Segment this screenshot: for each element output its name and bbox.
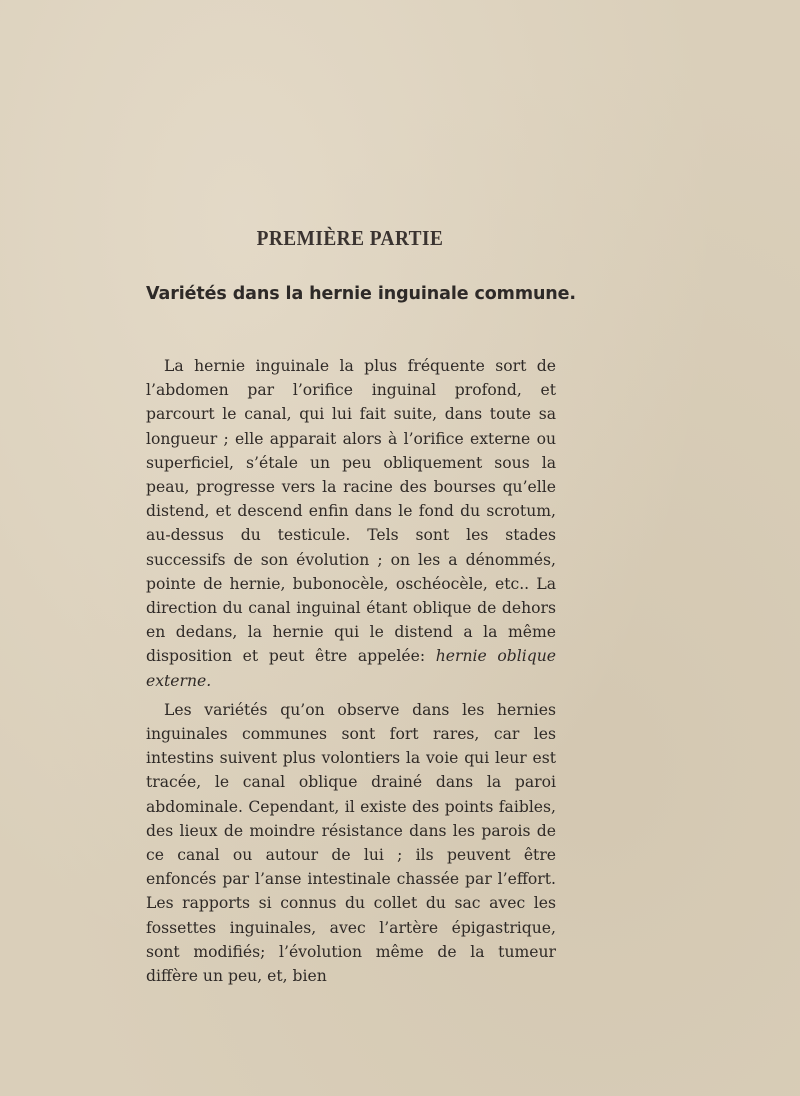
paragraph-1-emphasis: hernie oblique externe.: [146, 647, 557, 690]
section-title: Variétés dans la hernie inguinale commune.: [146, 284, 576, 304]
body-text: [146, 354, 556, 988]
paragraph-1-text: La hernie inguinale la plus fréquente sort de l’abdomen par l’orifice inguinal profond, et parcourt le canal, qui lui fait suite, dans toute sa longueur ; elle apparait alors à l’orifice externe ou superficiel, s’étale un peu obliquement sous la peau, progresse vers la racine des bourses qu’elle distend, et descend enfin dans le fond du scrotum, au-dessus du testicule. Tels sont les stades successifs de son évolution ; on les a dénommés, pointe de hernie, bubonocèle, oschéocèle, etc.. La direction du canal inguinal étant oblique de dehors en dedans, la hernie qui le distend a la même disposition et peut être appelée:: [146, 357, 556, 666]
paragraph-2-text: Les variétés qu’on observe dans les hernies inguinales communes sont fort rares, car les intestins suivent plus volontiers la voie qui leur est tracée, le canal oblique drainé dans la paroi abdominale. Cependant, il existe des points faibles, des lieux de moindre résistance dans les parois de ce canal ou autour de lui ; ils peuvent être enfoncés par l’anse intestinale chassée par l’effort. Les rapports si connus du collet du sac avec les fossettes inguinales, avec l’artère épigastrique, sont modifiés; l’évolution même de la tumeur diffère un peu, et, bien: [146, 700, 556, 986]
paragraph-2: [146, 698, 556, 988]
paragraph-1: [146, 354, 556, 693]
part-title: PREMIÈRE PARTIE: [256, 226, 444, 250]
